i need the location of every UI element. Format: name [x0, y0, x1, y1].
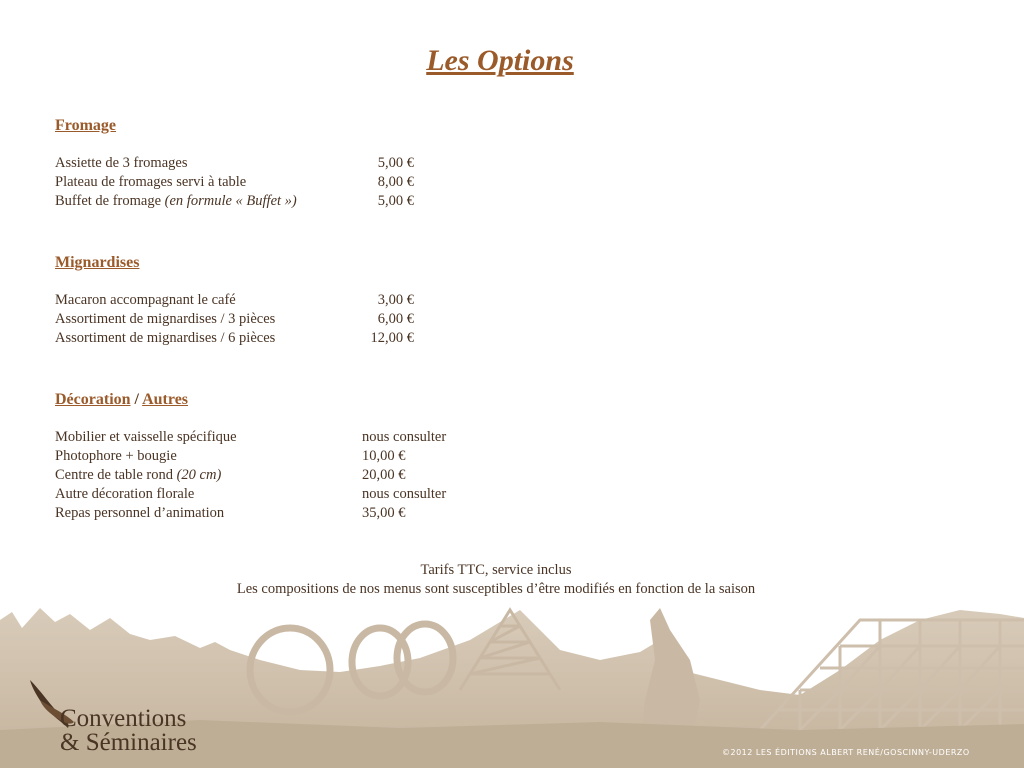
- item-label: Mobilier et vaisselle spécifique: [55, 429, 237, 445]
- item-label: Photophore + bougie: [55, 448, 177, 464]
- item-price: 12,00 €: [370, 330, 414, 346]
- item-price: 20,00 €: [362, 467, 406, 483]
- list-item: [55, 192, 655, 211]
- autres-heading: Autres: [142, 391, 189, 408]
- list-item: [55, 428, 655, 447]
- heading-separator: /: [130, 391, 143, 408]
- decoration-heading: Décoration: [55, 391, 131, 408]
- section-heading-decoration: [55, 390, 655, 409]
- item-label: Centre de table rond: [55, 467, 177, 483]
- list-item: [55, 154, 655, 173]
- item-label: Assortiment de mignardises / 3 pièces: [55, 311, 276, 327]
- item-note: (20 cm): [176, 467, 222, 483]
- item-price: 8,00 €: [377, 174, 414, 190]
- item-label: Buffet de fromage: [55, 193, 165, 209]
- item-note: (en formule « Buffet »): [164, 193, 297, 209]
- item-label: Assiette de 3 fromages: [55, 155, 188, 171]
- item-price: 5,00 €: [377, 193, 414, 209]
- logo-line-2: & Séminaires: [60, 729, 197, 756]
- item-label: Assortiment de mignardises / 6 pièces: [55, 330, 276, 346]
- list-item: [55, 291, 655, 310]
- section-heading-fromage: [55, 116, 655, 135]
- item-price: 5,00 €: [377, 155, 414, 171]
- list-item: [55, 329, 655, 348]
- list-item: [55, 504, 655, 523]
- footer-line-compositions: Les compositions de nos menus sont susceptibles d’être modifiés en fonction de la saison: [236, 581, 756, 597]
- page-title: Les Options: [426, 44, 574, 77]
- list-item: [55, 466, 655, 485]
- item-price: 10,00 €: [362, 448, 406, 464]
- logo-line-1: Conventions: [60, 705, 187, 732]
- section-mignardises: [55, 253, 655, 348]
- item-price: 6,00 €: [377, 311, 414, 327]
- list-item: [55, 173, 655, 192]
- footer-line-tarifs: Tarifs TTC, service inclus: [420, 562, 572, 578]
- mignardises-heading: Mignardises: [55, 254, 140, 271]
- item-label: Repas personnel d’animation: [55, 505, 225, 521]
- item-price: 35,00 €: [362, 505, 406, 521]
- fromage-heading: Fromage: [55, 117, 117, 134]
- list-item: [55, 485, 655, 504]
- footer-notes: [0, 561, 992, 599]
- item-label: Plateau de fromages servi à table: [55, 174, 247, 190]
- section-heading-mignardises: [55, 253, 655, 272]
- list-item: [55, 447, 655, 466]
- decoration-list: [55, 428, 655, 523]
- logo-wordmark: [60, 707, 197, 755]
- copyright-notice: ©2012 LES ÉDITIONS ALBERT RENÉ/GOSCINNY-UDERZO: [722, 748, 970, 757]
- item-label: Macaron accompagnant le café: [55, 292, 236, 308]
- section-fromage: [55, 116, 655, 211]
- fromage-list: [55, 154, 655, 211]
- list-item: [55, 310, 655, 329]
- item-price: nous consulter: [362, 486, 447, 502]
- item-label: Autre décoration florale: [55, 486, 195, 502]
- section-decoration: [55, 390, 655, 523]
- item-price: 3,00 €: [377, 292, 414, 308]
- item-price: nous consulter: [362, 429, 447, 445]
- mignardises-list: [55, 291, 655, 348]
